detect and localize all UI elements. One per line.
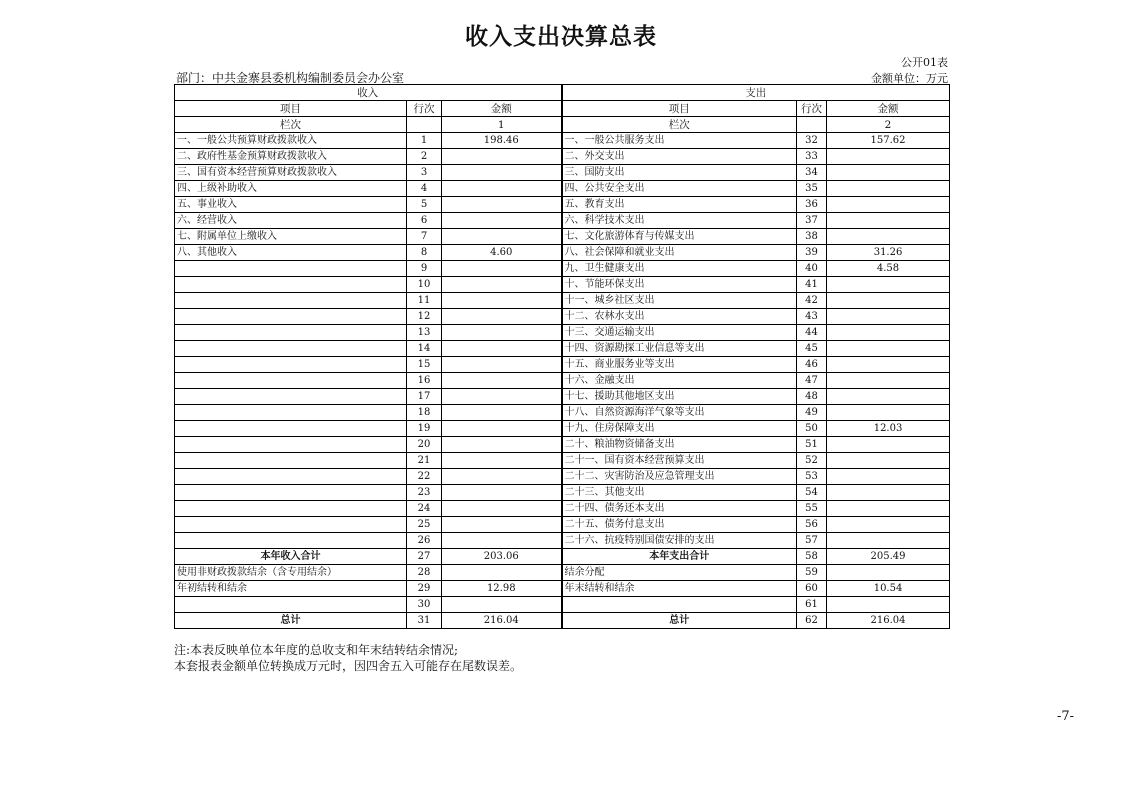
expense-column-order-label: 栏次 [562,117,797,133]
expense-item-cell: 年末结转和结余 [562,581,797,597]
expense-item-cell: 六、科学技术支出 [562,213,797,229]
expense-item-cell: 十七、援助其他地区支出 [562,389,797,405]
expense-item-cell [562,597,797,613]
expense-line-cell: 49 [797,405,827,421]
expense-item-cell: 二十二、灾害防治及应急管理支出 [562,469,797,485]
expense-item-cell: 十六、金融支出 [562,373,797,389]
expense-line-cell: 56 [797,517,827,533]
income-amount-cell: 216.04 [442,613,562,629]
income-item-cell [175,309,407,325]
expense-amount-cell [827,309,950,325]
expense-column-number: 2 [827,117,950,133]
income-amount-cell [442,597,562,613]
expense-item-cell: 九、卫生健康支出 [562,261,797,277]
expense-line-cell: 47 [797,373,827,389]
expense-amount-cell [827,469,950,485]
expense-amount-cell [827,341,950,357]
income-line-cell: 24 [407,501,442,517]
income-item-header: 项目 [175,101,407,117]
expense-amount-cell [827,389,950,405]
income-amount-cell: 198.46 [442,133,562,149]
expense-amount-cell: 12.03 [827,421,950,437]
expense-item-cell: 结余分配 [562,565,797,581]
income-amount-cell [442,165,562,181]
expense-amount-cell [827,357,950,373]
income-line-cell: 15 [407,357,442,373]
income-amount-header: 金额 [442,101,562,117]
income-item-cell [175,293,407,309]
income-line-cell: 29 [407,581,442,597]
income-line-cell: 26 [407,533,442,549]
department-label: 部门：中共金寨县委机构编制委员会办公室 [176,71,405,85]
income-amount-cell [442,325,562,341]
expense-section-header: 支出 [562,85,950,101]
expense-line-cell: 58 [797,549,827,565]
expense-item-cell: 十三、交通运输支出 [562,325,797,341]
income-amount-cell [442,501,562,517]
table-row [175,325,950,341]
expense-item-cell: 二十、粮油物资储备支出 [562,437,797,453]
income-item-cell [175,277,407,293]
expense-line-cell: 44 [797,325,827,341]
income-amount-cell [442,517,562,533]
income-item-cell [175,469,407,485]
income-line-cell: 22 [407,469,442,485]
income-line-cell: 3 [407,165,442,181]
expense-item-cell: 三、国防支出 [562,165,797,181]
income-item-cell: 使用非财政拨款结余（含专用结余） [175,565,407,581]
income-line-cell: 28 [407,565,442,581]
expense-item-cell: 八、社会保障和就业支出 [562,245,797,261]
expense-line-cell: 38 [797,229,827,245]
expense-amount-cell [827,149,950,165]
expense-amount-cell [827,277,950,293]
expense-item-cell: 二十六、抗疫特别国债安排的支出 [562,533,797,549]
expense-amount-cell [827,597,950,613]
income-amount-cell [442,485,562,501]
expense-line-cell: 35 [797,181,827,197]
expense-line-cell: 50 [797,421,827,437]
expense-amount-cell: 157.62 [827,133,950,149]
expense-item-cell: 十、节能环保支出 [562,277,797,293]
table-row [175,261,950,277]
expense-line-cell: 45 [797,341,827,357]
expense-amount-cell [827,453,950,469]
expense-item-cell: 二十四、债务还本支出 [562,501,797,517]
income-item-cell: 三、国有资本经营预算财政拨款收入 [175,165,407,181]
income-line-header: 行次 [407,101,442,117]
expense-line-cell: 37 [797,213,827,229]
income-amount-cell [442,213,562,229]
expense-line-cell: 43 [797,309,827,325]
income-amount-cell [442,293,562,309]
income-amount-cell [442,261,562,277]
income-line-cell: 25 [407,517,442,533]
table-row [175,373,950,389]
income-amount-cell [442,309,562,325]
income-item-cell [175,421,407,437]
report-title: 收入支出决算总表 [465,24,657,50]
income-amount-cell [442,197,562,213]
income-amount-cell: 12.98 [442,581,562,597]
table-row [175,389,950,405]
table-row [175,485,950,501]
empty-cell [797,117,827,133]
expense-line-cell: 51 [797,437,827,453]
income-amount-cell [442,373,562,389]
income-expense-table [174,84,950,629]
expense-item-cell: 总计 [562,613,797,629]
expense-item-cell: 十二、农林水支出 [562,309,797,325]
table-row [175,213,950,229]
table-row [175,549,950,565]
table-row [175,293,950,309]
income-item-cell: 年初结转和结余 [175,581,407,597]
income-line-cell: 27 [407,549,442,565]
footnotes [174,642,522,674]
income-line-cell: 20 [407,437,442,453]
income-item-cell [175,405,407,421]
income-item-cell: 五、事业收入 [175,197,407,213]
expense-item-cell: 二十三、其他支出 [562,485,797,501]
income-line-cell: 5 [407,197,442,213]
footnote-line: 本套报表金额单位转换成万元时，因四舍五入可能存在尾数误差。 [174,659,523,673]
income-amount-cell [442,453,562,469]
table-row [175,437,950,453]
income-line-cell: 23 [407,485,442,501]
income-amount-cell [442,229,562,245]
expense-amount-cell [827,325,950,341]
income-item-cell [175,437,407,453]
expense-line-cell: 60 [797,581,827,597]
income-amount-cell [442,357,562,373]
income-line-cell: 31 [407,613,442,629]
expense-amount-cell: 10.54 [827,581,950,597]
expense-line-cell: 40 [797,261,827,277]
expense-item-cell: 二十五、债务付息支出 [562,517,797,533]
income-line-cell: 30 [407,597,442,613]
income-item-cell [175,389,407,405]
expense-item-cell: 五、教育支出 [562,197,797,213]
expense-line-cell: 62 [797,613,827,629]
income-line-cell: 21 [407,453,442,469]
expense-amount-cell: 205.49 [827,549,950,565]
table-row [175,517,950,533]
income-item-cell: 本年收入合计 [175,549,407,565]
expense-line-cell: 32 [797,133,827,149]
income-amount-cell [442,181,562,197]
income-line-cell: 11 [407,293,442,309]
expense-item-header: 项目 [562,101,797,117]
income-line-cell: 9 [407,261,442,277]
income-amount-cell [442,149,562,165]
page-number: -7- [1057,709,1075,724]
income-item-cell: 七、附属单位上缴收入 [175,229,407,245]
income-line-cell: 8 [407,245,442,261]
footnote-line: 注:本表反映单位本年度的总收支和年末结转结余情况; [174,643,459,657]
income-amount-cell [442,437,562,453]
table-row [175,565,950,581]
expense-amount-cell [827,437,950,453]
table-row [175,469,950,485]
expense-item-cell: 四、公共安全支出 [562,181,797,197]
expense-line-cell: 33 [797,149,827,165]
expense-item-cell: 十一、城乡社区支出 [562,293,797,309]
expense-line-cell: 46 [797,357,827,373]
expense-amount-cell [827,181,950,197]
income-item-cell [175,261,407,277]
table-row [175,581,950,597]
expense-line-header: 行次 [797,101,827,117]
table-row [175,501,950,517]
expense-line-cell: 42 [797,293,827,309]
empty-cell [407,117,442,133]
table-row [175,245,950,261]
income-amount-cell [442,405,562,421]
expense-amount-cell [827,197,950,213]
income-amount-cell: 4.60 [442,245,562,261]
income-item-cell [175,453,407,469]
income-amount-cell [442,565,562,581]
expense-line-cell: 52 [797,453,827,469]
table-row [175,229,950,245]
table-row [175,341,950,357]
income-item-cell [175,517,407,533]
income-line-cell: 1 [407,133,442,149]
table-row [175,533,950,549]
income-line-cell: 6 [407,213,442,229]
table-row [175,197,950,213]
expense-amount-cell [827,517,950,533]
expense-item-cell: 十九、住房保障支出 [562,421,797,437]
table-row [175,133,950,149]
income-amount-cell [442,421,562,437]
expense-line-cell: 34 [797,165,827,181]
column-order-row [175,117,950,133]
table-row [175,309,950,325]
expense-amount-cell [827,533,950,549]
column-header-row [175,101,950,117]
income-section-header: 收入 [175,85,562,101]
expense-line-cell: 61 [797,597,827,613]
expense-line-cell: 59 [797,565,827,581]
income-line-cell: 19 [407,421,442,437]
expense-amount-cell: 216.04 [827,613,950,629]
expense-item-cell: 十五、商业服务业等支出 [562,357,797,373]
income-item-cell [175,341,407,357]
expense-item-cell: 二十一、国有资本经营预算支出 [562,453,797,469]
expense-line-cell: 39 [797,245,827,261]
income-item-cell: 八、其他收入 [175,245,407,261]
income-item-cell [175,325,407,341]
expense-item-cell: 十八、自然资源海洋气象等支出 [562,405,797,421]
section-header-row [175,85,950,101]
expense-item-cell: 十四、资源勘探工业信息等支出 [562,341,797,357]
income-amount-cell [442,341,562,357]
expense-item-cell: 七、文化旅游体育与传媒支出 [562,229,797,245]
income-item-cell: 一、一般公共预算财政拨款收入 [175,133,407,149]
income-amount-cell [442,469,562,485]
income-column-number: 1 [442,117,562,133]
income-item-cell [175,373,407,389]
expense-line-cell: 41 [797,277,827,293]
expense-item-cell: 二、外交支出 [562,149,797,165]
expense-line-cell: 36 [797,197,827,213]
income-line-cell: 12 [407,309,442,325]
expense-amount-cell [827,405,950,421]
table-row [175,405,950,421]
table-row [175,357,950,373]
income-item-cell: 二、政府性基金预算财政拨款收入 [175,149,407,165]
expense-line-cell: 53 [797,469,827,485]
income-item-cell: 四、上级补助收入 [175,181,407,197]
income-item-cell [175,533,407,549]
income-amount-cell [442,533,562,549]
table-row [175,421,950,437]
expense-item-cell: 本年支出合计 [562,549,797,565]
income-line-cell: 10 [407,277,442,293]
income-item-cell [175,485,407,501]
income-amount-cell [442,277,562,293]
table-row [175,181,950,197]
income-line-cell: 17 [407,389,442,405]
form-number: 公开01表 [901,56,948,69]
expense-amount-cell [827,565,950,581]
income-line-cell: 13 [407,325,442,341]
table-body [175,133,950,629]
expense-line-cell: 57 [797,533,827,549]
expense-amount-cell: 31.26 [827,245,950,261]
income-item-cell [175,501,407,517]
expense-amount-cell: 4.58 [827,261,950,277]
income-line-cell: 16 [407,373,442,389]
income-item-cell: 总计 [175,613,407,629]
expense-amount-cell [827,373,950,389]
expense-amount-header: 金额 [827,101,950,117]
expense-amount-cell [827,485,950,501]
amount-unit-label: 金额单位：万元 [871,72,948,85]
table-row [175,165,950,181]
income-item-cell [175,357,407,373]
expense-line-cell: 55 [797,501,827,517]
income-line-cell: 2 [407,149,442,165]
expense-amount-cell [827,213,950,229]
expense-line-cell: 48 [797,389,827,405]
income-line-cell: 7 [407,229,442,245]
expense-item-cell: 一、一般公共服务支出 [562,133,797,149]
table-row [175,453,950,469]
income-amount-cell: 203.06 [442,549,562,565]
table-row [175,277,950,293]
income-item-cell [175,597,407,613]
income-line-cell: 4 [407,181,442,197]
income-line-cell: 18 [407,405,442,421]
table-row [175,613,950,629]
expense-amount-cell [827,293,950,309]
table-row [175,597,950,613]
income-amount-cell [442,389,562,405]
income-line-cell: 14 [407,341,442,357]
table-row [175,149,950,165]
expense-amount-cell [827,229,950,245]
income-column-order-label: 栏次 [175,117,407,133]
expense-amount-cell [827,165,950,181]
expense-amount-cell [827,501,950,517]
expense-line-cell: 54 [797,485,827,501]
income-item-cell: 六、经营收入 [175,213,407,229]
